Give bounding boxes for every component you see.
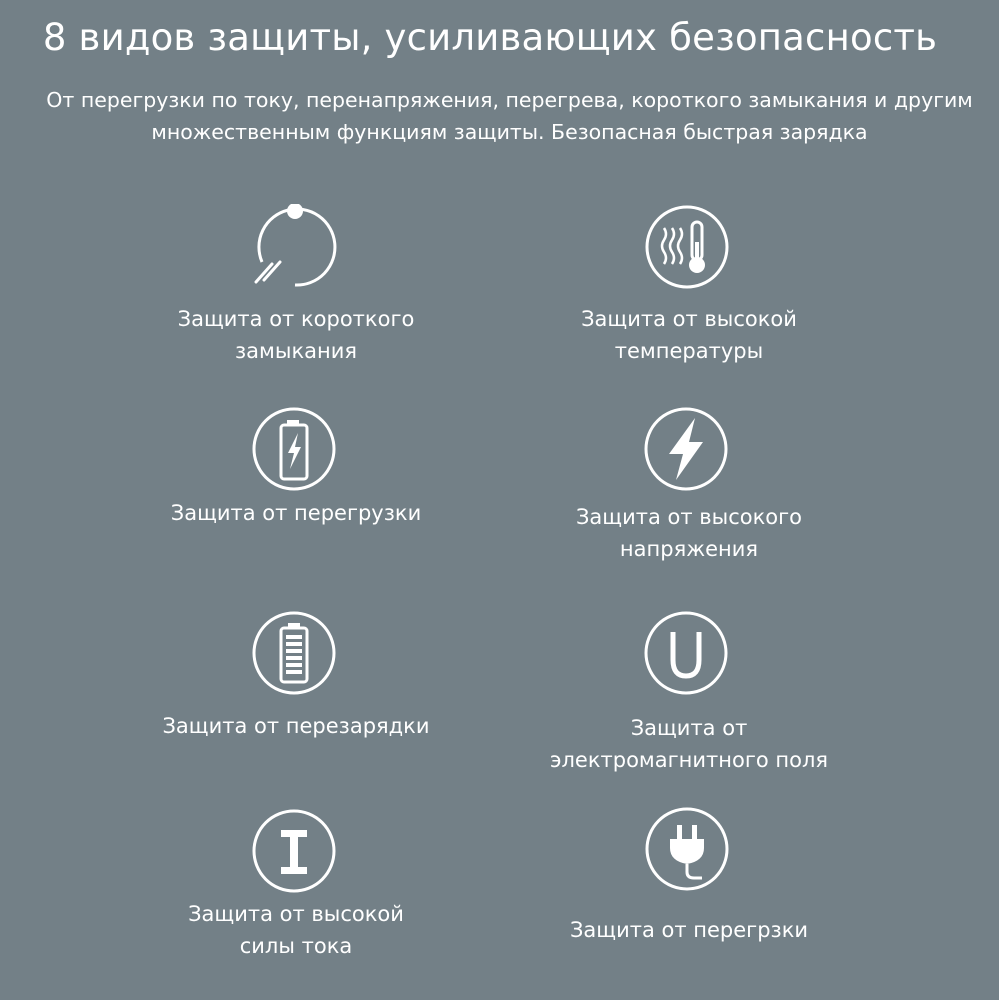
page-subtitle: [20, 84, 999, 148]
short-circuit-icon: [252, 204, 338, 290]
subtitle-line-1: От перегрузки по току, перенапряжения, перегрева, короткого замыкания и другим: [46, 88, 973, 112]
plug-icon: [644, 806, 730, 892]
current-i-icon: [251, 808, 337, 894]
feature-label-high-voltage: Защита от высокого напряжения: [575, 505, 803, 561]
battery-full-icon: [251, 610, 337, 696]
magnet-u-icon: [643, 610, 729, 696]
feature-label-short-circuit: Защита от короткого замыкания: [177, 307, 415, 363]
feature-label-high-temperature: Защита от высокой температуры: [581, 307, 797, 363]
feature-label-plug: Защита от перегрзки: [569, 918, 809, 942]
page-title: 8 видов защиты, усиливающих безопасность: [42, 16, 938, 59]
feature-label-overcharge: Защита от перезарядки: [162, 714, 430, 738]
feature-label-high-current: Защита от высокой силы тока: [188, 902, 404, 958]
subtitle-line-2: множественным функциям защиты. Безопасная быстрая зарядка: [151, 120, 868, 144]
thermometer-icon: [644, 204, 730, 290]
battery-bolt-icon: [251, 406, 337, 492]
feature-label-overload: Защита от перегрузки: [170, 501, 422, 525]
feature-label-electromagnetic: Защита от электромагнитного поля: [549, 716, 829, 772]
lightning-icon: [643, 406, 729, 492]
